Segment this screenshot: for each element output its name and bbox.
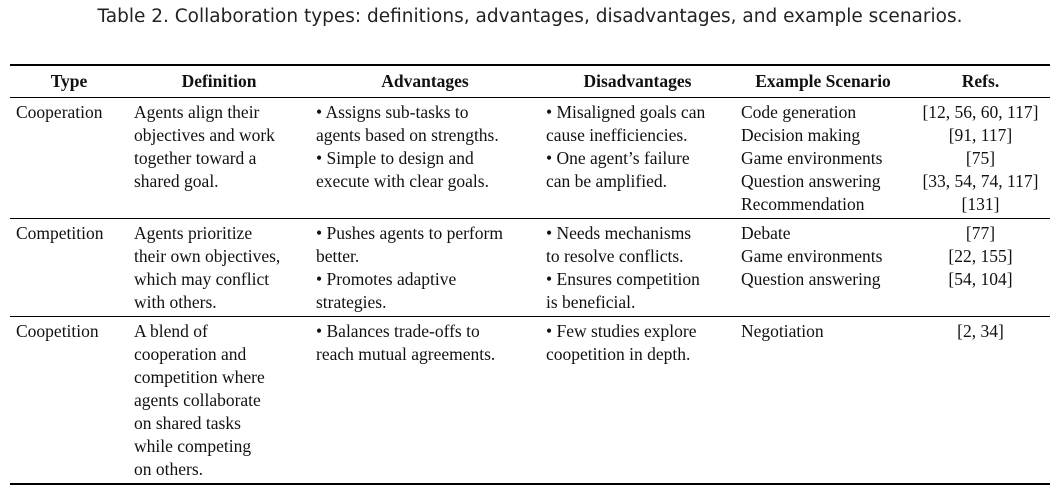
definition-line: together toward a — [134, 148, 257, 168]
type-line: Competition — [16, 223, 104, 243]
type-cell — [10, 98, 128, 219]
header-definition: Definition — [128, 65, 310, 98]
table-row — [10, 219, 1050, 317]
header-refs: Refs. — [911, 65, 1050, 98]
table-body — [10, 98, 1050, 485]
scenarios-line: Game environments — [741, 148, 883, 168]
disadvantages-line: can be amplified. — [546, 171, 667, 191]
advantages-line: • Assigns sub-tasks to — [316, 102, 469, 122]
advantages-cell — [310, 317, 540, 485]
disadvantages-line: is beneficial. — [546, 292, 636, 312]
refs-line: [2, 34] — [957, 321, 1004, 341]
advantages-cell — [310, 98, 540, 219]
advantages-line: agents based on strengths. — [316, 125, 499, 145]
definition-line: their own objectives, — [134, 246, 281, 266]
advantages-line: strategies. — [316, 292, 387, 312]
refs-line: [131] — [961, 194, 1000, 214]
scenarios-cell — [735, 98, 911, 219]
advantages-line: • Simple to design and — [316, 148, 474, 168]
refs-line: [12, 56, 60, 117] — [922, 102, 1039, 122]
table-caption: Table 2. Collaboration types: definitions, advantages, disadvantages, and example scenarios. — [97, 6, 963, 27]
header-example-scenario: Example Scenario — [735, 65, 911, 98]
scenarios-line: Code generation — [741, 102, 857, 122]
definition-line: A blend of — [134, 321, 208, 341]
disadvantages-line: coopetition in depth. — [546, 344, 691, 364]
table-row — [10, 98, 1050, 219]
disadvantages-cell — [540, 98, 735, 219]
scenarios-cell — [735, 317, 911, 485]
scenarios-line: Question answering — [741, 269, 881, 289]
definition-line: shared goal. — [134, 171, 219, 191]
advantages-line: • Promotes adaptive — [316, 269, 457, 289]
definition-line: on shared tasks — [134, 413, 241, 433]
scenarios-line: Decision making — [741, 125, 861, 145]
header-disadvantages: Disadvantages — [540, 65, 735, 98]
disadvantages-line: to resolve conflicts. — [546, 246, 684, 266]
scenarios-line: Debate — [741, 223, 791, 243]
disadvantages-line: • Few studies explore — [546, 321, 697, 341]
definition-line: which may conflict — [134, 269, 270, 289]
scenarios-cell — [735, 219, 911, 317]
refs-line: [91, 117] — [948, 125, 1013, 145]
disadvantages-cell — [540, 219, 735, 317]
disadvantages-line: • Ensures competition — [546, 269, 700, 289]
header-row — [10, 65, 1050, 98]
header-advantages: Advantages — [310, 65, 540, 98]
definition-line: agents collaborate — [134, 390, 261, 410]
table-row — [10, 317, 1050, 485]
definition-line: Agents align their — [134, 102, 260, 122]
definition-line: with others. — [134, 292, 217, 312]
type-line: Cooperation — [16, 102, 103, 122]
refs-line: [75] — [965, 148, 996, 168]
disadvantages-cell — [540, 317, 735, 485]
refs-line: [77] — [965, 223, 996, 243]
type-line: Coopetition — [16, 321, 99, 341]
disadvantages-line: • Misaligned goals can — [546, 102, 706, 122]
refs-cell — [911, 98, 1050, 219]
refs-line: [22, 155] — [948, 246, 1013, 266]
definition-line: objectives and work — [134, 125, 275, 145]
scenarios-line: Recommendation — [741, 194, 865, 214]
definition-line: Agents prioritize — [134, 223, 253, 243]
scenarios-line: Negotiation — [741, 321, 824, 341]
definition-line: competition where — [134, 367, 265, 387]
advantages-cell — [310, 219, 540, 317]
advantages-line: better. — [316, 246, 360, 266]
refs-line: [54, 104] — [948, 269, 1013, 289]
type-cell — [10, 317, 128, 485]
advantages-line: execute with clear goals. — [316, 171, 489, 191]
type-cell — [10, 219, 128, 317]
definition-cell — [128, 98, 310, 219]
definition-line: cooperation and — [134, 344, 247, 364]
collaboration-types-table — [10, 64, 1050, 485]
advantages-line: reach mutual agreements. — [316, 344, 496, 364]
definition-cell — [128, 317, 310, 485]
definition-line: while competing — [134, 436, 252, 456]
header-type: Type — [10, 65, 128, 98]
refs-cell — [911, 317, 1050, 485]
disadvantages-line: • Needs mechanisms — [546, 223, 692, 243]
definition-cell — [128, 219, 310, 317]
scenarios-line: Game environments — [741, 246, 883, 266]
disadvantages-line: cause inefficiencies. — [546, 125, 688, 145]
disadvantages-line: • One agent’s failure — [546, 148, 690, 168]
refs-cell — [911, 219, 1050, 317]
advantages-line: • Balances trade-offs to — [316, 321, 480, 341]
scenarios-line: Question answering — [741, 171, 881, 191]
refs-line: [33, 54, 74, 117] — [922, 171, 1039, 191]
advantages-line: • Pushes agents to perform — [316, 223, 503, 243]
definition-line: on others. — [134, 459, 204, 479]
